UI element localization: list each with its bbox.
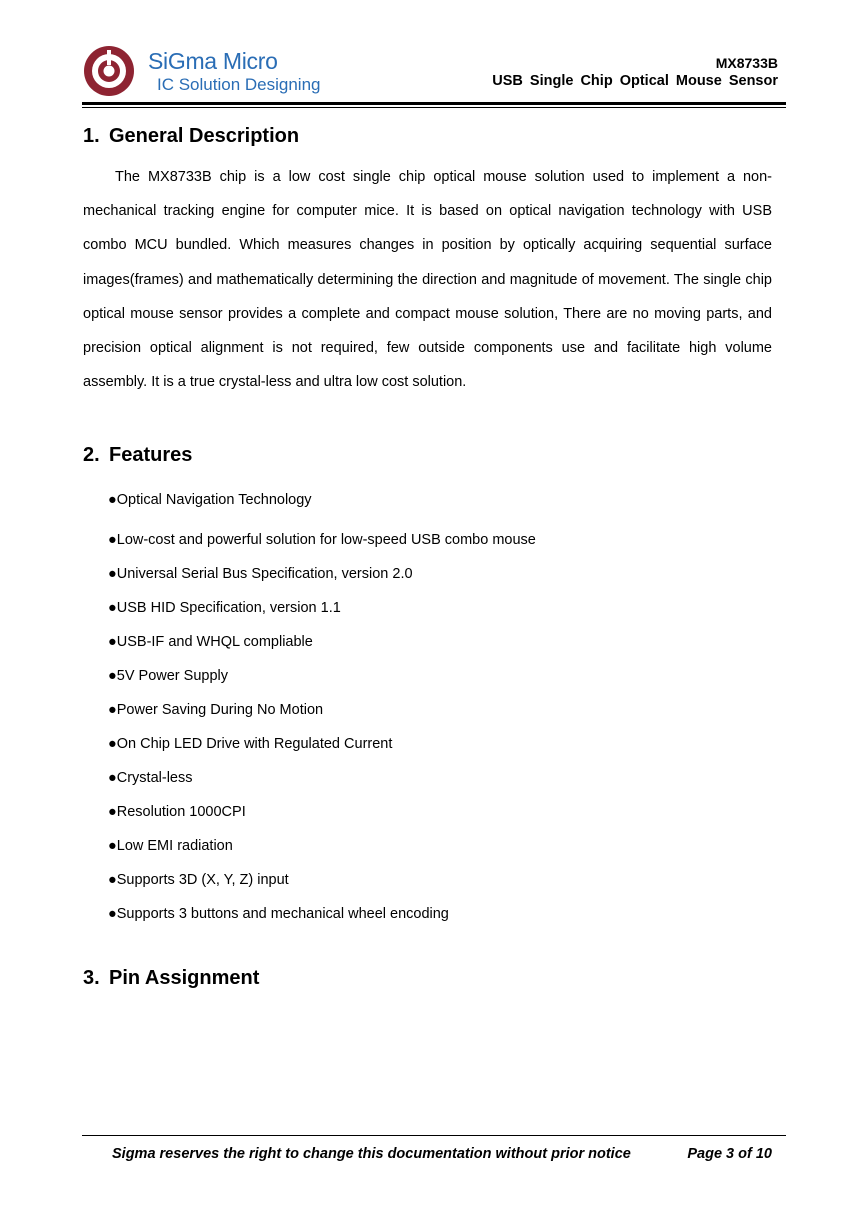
- section-number: 3.: [83, 967, 100, 989]
- section-title-text: Features: [109, 444, 193, 466]
- feature-item: ●Supports 3D (X, Y, Z) input: [108, 872, 289, 888]
- logo-name: SiGma Micro: [148, 48, 278, 74]
- section-title-pins: [83, 967, 259, 990]
- header-subtitle: USB Single Chip Optical Mouse Sensor: [492, 73, 778, 89]
- feature-item: ●5V Power Supply: [108, 668, 228, 684]
- logo-tagline: IC Solution Designing: [157, 75, 321, 94]
- feature-item: ●Crystal-less: [108, 770, 193, 786]
- feature-item: ●Supports 3 buttons and mechanical wheel encoding: [108, 906, 449, 922]
- section-title-text: General Description: [109, 125, 300, 147]
- header-model: MX8733B: [715, 55, 778, 71]
- feature-item: ●USB HID Specification, version 1.1: [108, 600, 341, 616]
- sigma-logo-icon: [82, 44, 136, 98]
- feature-item: ●Power Saving During No Motion: [108, 702, 324, 718]
- section-title-features: [83, 444, 192, 467]
- feature-item: ●Low EMI radiation: [108, 838, 233, 854]
- footer-notice: Sigma reserves the right to change this documentation without prior notice: [112, 1146, 631, 1162]
- feature-item: ●Universal Serial Bus Specification, version 2.0: [108, 566, 413, 582]
- company-logo: [82, 44, 342, 100]
- feature-item: ●Optical Navigation Technology: [108, 492, 312, 508]
- header-divider-thin: [82, 107, 786, 108]
- footer-page-number: Page 3 of 10: [687, 1146, 772, 1162]
- section-title-text: Pin Assignment: [109, 967, 260, 989]
- feature-item: ●USB-IF and WHQL compliable: [108, 634, 313, 650]
- section-number: 2.: [83, 444, 100, 466]
- feature-item: ●Low-cost and powerful solution for low-speed USB combo mouse: [108, 532, 536, 548]
- footer-divider: [82, 1135, 786, 1136]
- feature-item: ●On Chip LED Drive with Regulated Current: [108, 736, 393, 752]
- general-description-paragraph: The MX8733B chip is a low cost single chip optical mouse solution used to implement a non-mechanical tracking engine for computer mice. It is based on optical navigation technology with USB combo MCU bundled. Which measures changes in position by optically acquiring sequential surface images(frames) and mathematically determining the direction and magnitude of movement. The single chip optical mouse sensor provides a complete and compact mouse solution, There are no moving parts, and precision optical alignment is not required, few outside components use and facilitate high volume assembly. It is a true crystal-less and ultra low cost solution.: [83, 169, 772, 391]
- header-divider-thick: [82, 102, 786, 105]
- section-title-general: [83, 125, 299, 148]
- section-number: 1.: [83, 125, 100, 147]
- feature-item: ●Resolution 1000CPI: [108, 804, 246, 820]
